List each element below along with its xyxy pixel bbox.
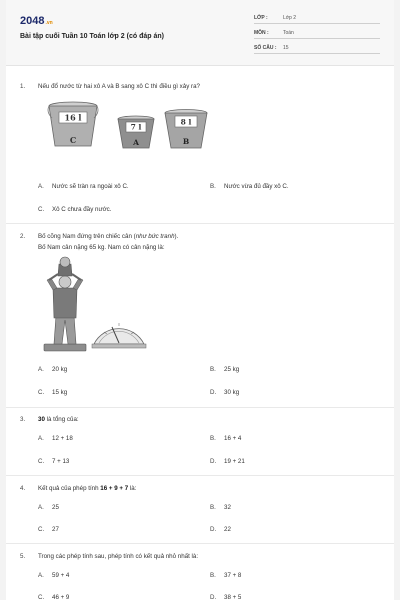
option-letter: A. (38, 572, 44, 579)
option-5d[interactable] (210, 593, 241, 600)
option-5a[interactable] (38, 571, 69, 581)
question-number: 2. (20, 233, 26, 240)
question-text: Bố Nam cân nặng 65 kg. Nam có cân nặng là: (38, 244, 165, 251)
option-letter: A. (38, 183, 44, 190)
document-title: Bài tập cuối Tuần 10 Toán lớp 2 (có đáp án) (20, 33, 164, 40)
option-1b[interactable] (210, 182, 289, 192)
worksheet-page (6, 0, 394, 600)
option-3a[interactable] (38, 434, 73, 444)
option-letter: C. (38, 458, 45, 465)
bucket-volume-label: 7 l (130, 122, 142, 132)
scale-platform (44, 344, 86, 351)
option-text: Nước sẽ tràn ra ngoài xô C. (52, 183, 129, 190)
question-number: 5. (20, 553, 26, 560)
option-letter: B. (210, 572, 216, 579)
question-number: 1. (20, 83, 26, 90)
option-letter: D. (210, 389, 217, 396)
question-text-part: ). (174, 233, 179, 240)
option-letter: C. (38, 206, 45, 213)
question-text: Nếu đổ nước từ hai xô A và B sang xô C thì điều gì xảy ra? (38, 83, 200, 90)
option-letter: D. (210, 594, 217, 600)
option-text: Nước vừa đủ đầy xô C. (224, 183, 289, 190)
option-letter: C. (38, 594, 45, 600)
question-number: 4. (20, 485, 26, 492)
option-text: 30 kg (224, 389, 240, 396)
option-text: 19 + 21 (224, 458, 245, 465)
option-text: 27 (52, 526, 59, 533)
bucket-a (118, 116, 154, 148)
option-letter: B. (210, 435, 216, 442)
son-head (60, 257, 70, 267)
option-text: 25 kg (224, 366, 240, 373)
father-head (59, 276, 71, 288)
father-legs (54, 316, 76, 344)
option-letter: B. (210, 183, 216, 190)
option-text: 20 kg (52, 366, 68, 373)
question-text (38, 484, 378, 494)
option-text: 46 + 9 (52, 594, 70, 600)
option-text: 16 + 4 (224, 435, 242, 442)
father-son-scale-figure (42, 256, 150, 356)
option-4a[interactable] (38, 503, 59, 513)
question-text-part: Kết quả của phép tính (38, 485, 101, 492)
option-letter: C. (38, 389, 45, 396)
option-5c[interactable] (38, 593, 69, 600)
question-text-italic: như bức tranh (135, 233, 175, 240)
worksheet-header (6, 0, 394, 66)
option-4b[interactable] (210, 503, 231, 513)
meta-key: LỚP : (254, 15, 268, 21)
option-text: 37 + 8 (224, 572, 242, 579)
question-text-bold: 30 (38, 416, 45, 423)
option-text: 15 kg (52, 389, 68, 396)
meta-key: MÔN : (254, 30, 269, 36)
option-3c[interactable] (38, 457, 69, 467)
meta-value: Lớp 2 (283, 15, 297, 21)
option-text: 32 (224, 504, 231, 511)
option-text: 25 (52, 504, 59, 511)
bucket-b (165, 110, 207, 149)
option-letter: D. (210, 458, 217, 465)
option-letter: A. (38, 435, 44, 442)
question-text-part: là: (128, 485, 137, 492)
bucket-c (48, 102, 98, 146)
option-letter: B. (210, 504, 216, 511)
meta-value: 15 (283, 45, 289, 51)
question-text-part: Bố cõng Nam đứng trên chiếc cân ( (38, 233, 136, 240)
option-3d[interactable] (210, 457, 245, 467)
option-text: Xô C chưa đầy nước. (52, 206, 112, 213)
father-body (53, 288, 77, 318)
option-text: 38 + 5 (224, 594, 242, 600)
bucket-letter-label: C (69, 135, 77, 145)
option-3b[interactable] (210, 434, 241, 444)
divider (6, 475, 394, 476)
buckets-figure (46, 98, 216, 154)
option-5b[interactable] (210, 571, 241, 581)
option-4d[interactable] (210, 525, 231, 535)
question-text-bold: 16 + 9 + 7 (100, 485, 129, 492)
option-1c[interactable] (38, 205, 111, 215)
option-letter: B. (210, 366, 216, 373)
option-letter: A. (38, 504, 44, 511)
site-logo[interactable] (20, 15, 53, 27)
meta-value: Toán (283, 30, 294, 36)
option-text: 22 (224, 526, 231, 533)
question-text (38, 415, 378, 425)
bucket-volume-label: 8 l (180, 117, 192, 127)
divider (6, 223, 394, 224)
meta-key: SỐ CÂU : (254, 45, 277, 51)
option-letter: C. (38, 526, 45, 533)
option-letter: D. (210, 526, 217, 533)
meta-subject (254, 27, 380, 39)
question-number: 3. (20, 416, 26, 423)
question-text: Trong các phép tính sau, phép tính có kết quả nhỏ nhất là: (38, 553, 199, 560)
meta-class (254, 12, 380, 24)
bucket-letter-label: B (182, 137, 190, 146)
logo-text: 2048 (20, 15, 45, 27)
option-2b[interactable] (210, 365, 239, 375)
divider (6, 407, 394, 408)
question-text-part: là tổng của: (44, 416, 79, 423)
option-4c[interactable] (38, 525, 59, 535)
meta-question-count (254, 42, 380, 54)
option-text: 7 + 13 (52, 458, 70, 465)
bucket-volume-label: 16 l (64, 112, 82, 123)
question-text (38, 232, 378, 242)
logo-suffix: .vn (45, 20, 53, 26)
option-text: 59 + 4 (52, 572, 70, 579)
option-text: 12 + 18 (52, 435, 73, 442)
option-1a[interactable] (38, 182, 129, 192)
bucket-letter-label: A (133, 138, 139, 147)
scale-dial (94, 329, 144, 344)
option-2c[interactable] (38, 388, 67, 398)
divider (6, 543, 394, 544)
option-letter: A. (38, 366, 44, 373)
option-2a[interactable] (38, 365, 67, 375)
option-2d[interactable] (210, 388, 239, 398)
